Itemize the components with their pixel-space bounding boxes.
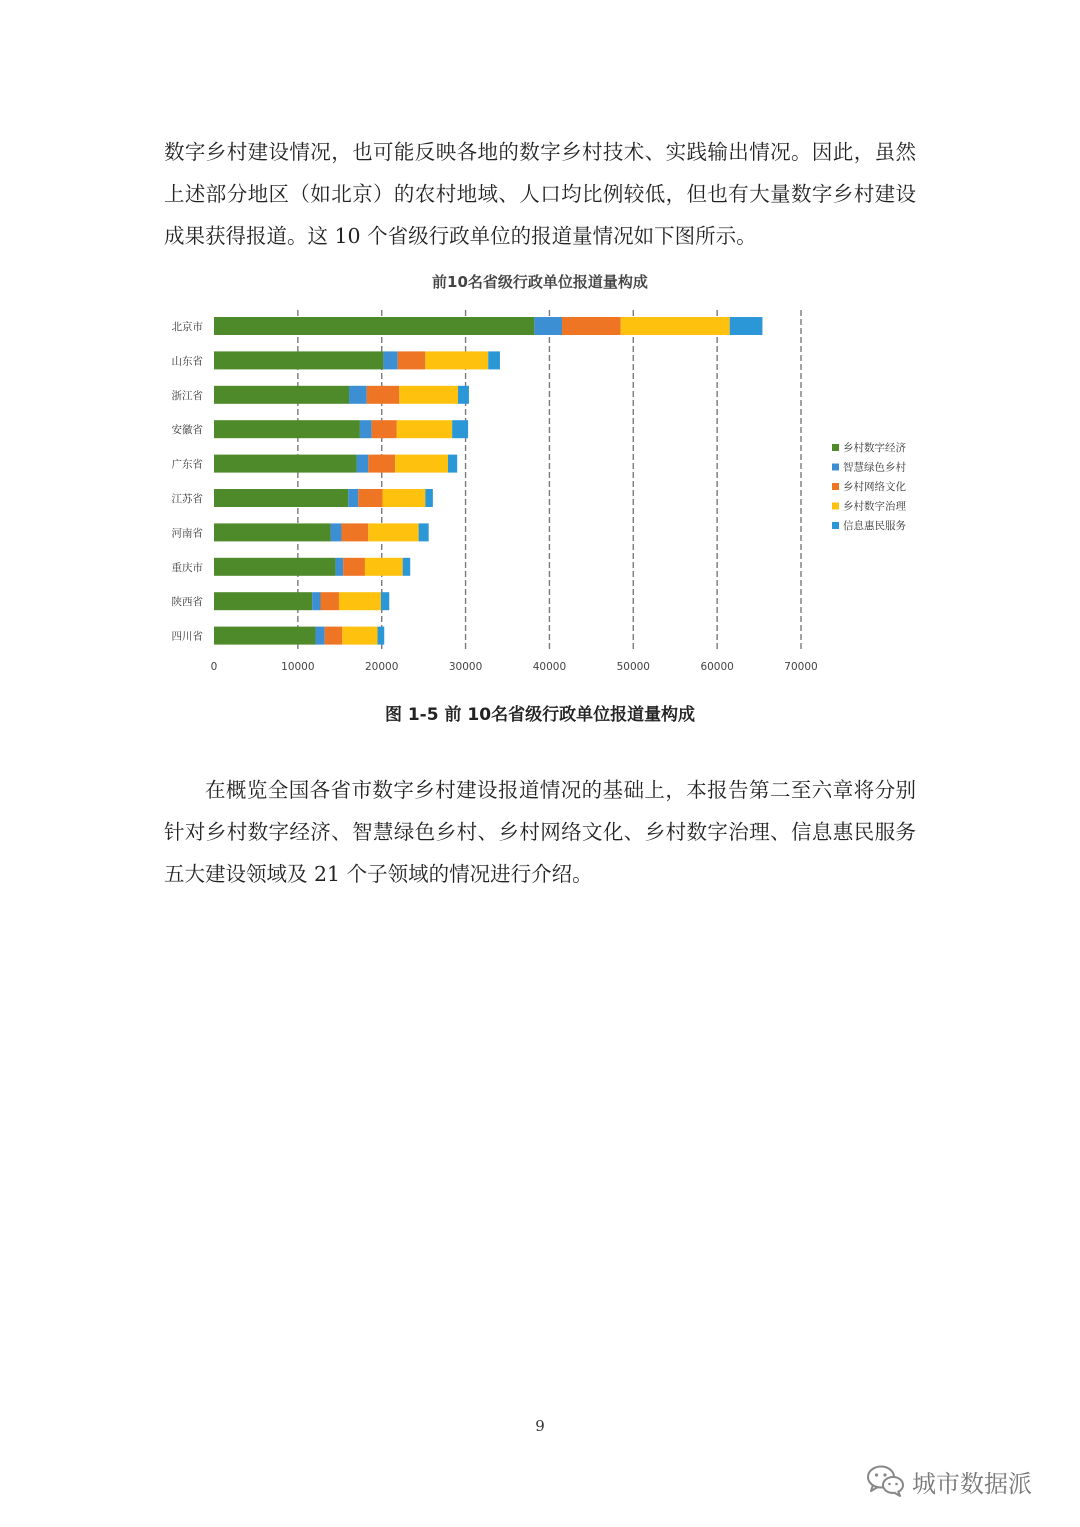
bar-segment (562, 317, 621, 335)
bar-segment (383, 489, 426, 507)
chart-category-labels (172, 320, 204, 643)
bar-segment (214, 489, 348, 507)
bar-segment (214, 420, 360, 438)
wechat-icon (866, 1464, 906, 1498)
body-paragraph-2: 在概览全国各省市数字乡村建设报道情况的基础上，本报告第二至六章将分别针对乡村数字经济、智慧绿色乡村、乡村网络文化、乡村数字治理、信息惠民服务五大建设领域及 21 个子领域的情况进行介绍。 (164, 778, 916, 886)
bar-segment (395, 455, 448, 473)
category-label: 安徽省 (171, 424, 203, 437)
bar-segment (730, 317, 763, 335)
category-label: 河南省 (171, 527, 203, 540)
bar-segment (367, 386, 400, 404)
bar-segment (621, 317, 730, 335)
stacked-bar-chart (160, 262, 920, 682)
legend-label: 智慧绿色乡村 (843, 461, 906, 474)
bar-segment (349, 386, 367, 404)
x-tick-label: 20000 (365, 661, 399, 673)
bar-segment (397, 420, 452, 438)
bar-segment (378, 627, 385, 645)
bar-segment (339, 592, 381, 610)
bar-segment (368, 455, 395, 473)
legend-label: 乡村数字经济 (843, 442, 906, 454)
chart-legend (832, 441, 906, 532)
watermark (866, 1461, 1032, 1501)
category-label: 陕西省 (171, 596, 203, 609)
x-tick-label: 10000 (281, 661, 315, 673)
category-label: 江苏省 (171, 493, 203, 505)
legend-label: 信息惠民服务 (843, 520, 906, 532)
bar-segment (214, 386, 349, 404)
bar-segment (425, 489, 433, 507)
legend-swatch (832, 444, 839, 451)
bar-segment (320, 592, 338, 610)
x-tick-label: 50000 (616, 661, 650, 673)
legend-swatch (832, 464, 839, 471)
category-label: 北京市 (171, 321, 203, 333)
bar-segment (383, 351, 397, 369)
category-label: 山东省 (171, 355, 203, 368)
bar-segment (365, 558, 403, 576)
legend-swatch (832, 522, 839, 529)
body-paragraph-1: 数字乡村建设情况，也可能反映各地的数字乡村技术、实践输出情况。因此，虽然上述部分地区（如北京）的农村地域、人口均比例较低，但也有大量数字乡村建设成果获得报道。这 10 个省级行政单位的报道量情况如下图所示。 (164, 140, 916, 248)
legend-swatch (832, 483, 839, 490)
category-label: 广东省 (171, 458, 203, 471)
bar-segment (214, 523, 331, 541)
bar-segment (214, 558, 336, 576)
bar-segment (381, 592, 389, 610)
bar-segment (360, 420, 372, 438)
bar-segment (214, 351, 383, 369)
legend-label: 乡村数字治理 (843, 500, 906, 513)
bar-segment (214, 455, 357, 473)
x-tick-label: 0 (210, 661, 218, 673)
bar-segment (448, 455, 457, 473)
bar-segment (452, 420, 468, 438)
bar-segment (458, 386, 469, 404)
bar-segment (312, 592, 320, 610)
bar-segment (214, 592, 312, 610)
bar-segment (425, 351, 488, 369)
x-tick-label: 60000 (700, 661, 734, 673)
watermark-text: 城市数据派 (912, 1469, 1032, 1498)
bar-segment (342, 627, 377, 645)
bar-segment (348, 489, 358, 507)
category-label: 重庆市 (171, 561, 203, 574)
bar-segment (358, 489, 382, 507)
bar-segment (315, 627, 324, 645)
chart-bars (214, 317, 762, 645)
bar-segment (214, 627, 315, 645)
bar-segment (336, 558, 344, 576)
bar-segment (341, 523, 368, 541)
bar-segment (331, 523, 342, 541)
legend-label: 乡村网络文化 (843, 481, 906, 493)
bar-segment (343, 558, 365, 576)
x-tick-label: 40000 (532, 661, 567, 673)
bar-segment (403, 558, 411, 576)
bar-segment (214, 317, 534, 335)
bar-segment (488, 351, 500, 369)
category-label: 四川省 (171, 630, 203, 643)
bar-segment (399, 386, 458, 404)
bar-segment (398, 351, 426, 369)
bar-segment (419, 523, 429, 541)
bar-segment (368, 523, 418, 541)
bar-segment (372, 420, 397, 438)
x-tick-label: 30000 (448, 661, 483, 673)
figure-caption: 图 1-5 前 10名省级行政单位报道量构成 (384, 705, 696, 725)
x-tick-label: 70000 (784, 661, 818, 673)
category-label: 浙江省 (171, 389, 203, 402)
chart-x-tick-labels (211, 661, 818, 673)
bar-segment (325, 627, 343, 645)
bar-segment (534, 317, 562, 335)
chart-title: 前10名省级行政单位报道量构成 (432, 273, 648, 291)
page-number: 9 (535, 1417, 545, 1435)
bar-segment (357, 455, 369, 473)
legend-swatch (832, 503, 839, 510)
